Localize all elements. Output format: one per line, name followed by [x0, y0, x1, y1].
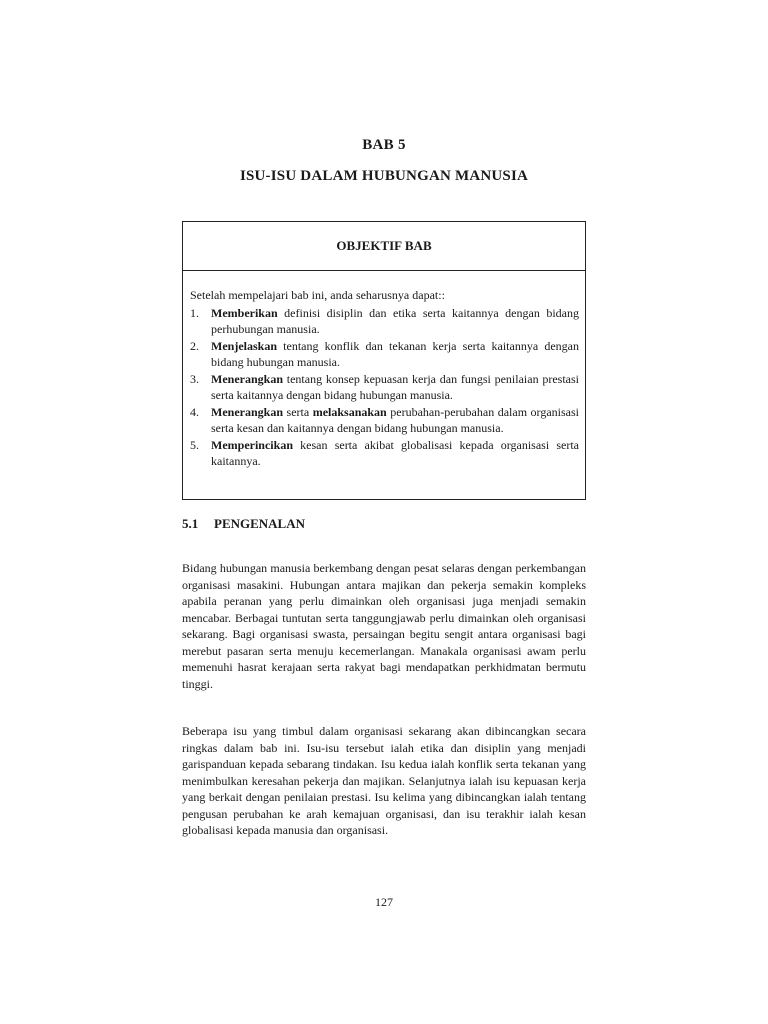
objective-number: 3.: [190, 371, 199, 386]
objective-detail: perubahan-perubahan dalam organisasi serta kesan dan kaitannya dengan bidang hubungan manusia.: [211, 404, 579, 435]
objective-detail: kesan serta akibat globalisasi kepada organisasi serta kaitannya.: [211, 437, 579, 468]
objective-number: 4.: [190, 404, 199, 419]
objectives-heading: OBJEKTIF BAB: [183, 222, 585, 271]
objectives-intro: Setelah mempelajari bab ini, anda seharusnya dapat::: [190, 288, 445, 302]
objective-item: [190, 338, 579, 371]
objective-detail: tentang konflik dan tekanan kerja serta kaitannya dengan bidang hubungan manusia.: [211, 338, 579, 369]
objective-list: [190, 305, 579, 470]
objective-item: [190, 305, 579, 338]
objective-verb: Memberikan: [211, 305, 278, 320]
objective-verb: Memperincikan: [211, 437, 293, 452]
objectives-box: [182, 221, 586, 500]
objective-number: 1.: [190, 305, 199, 320]
objective-detail: definisi disiplin dan etika serta kaitannya dengan bidang perhubungan manusia.: [211, 305, 579, 336]
objective-verb: Menjelaskan: [211, 338, 277, 353]
objective-detail: serta: [283, 404, 313, 419]
objective-verb: Menerangkan: [211, 404, 283, 419]
section-heading: [182, 516, 305, 532]
objectives-body: [183, 271, 585, 470]
section-title: PENGENALAN: [214, 516, 306, 531]
objective-text: [211, 404, 579, 437]
objective-verb: Menerangkan: [211, 371, 283, 386]
objective-item: [190, 371, 579, 404]
objective-text: [211, 338, 579, 371]
body-paragraph: Bidang hubungan manusia berkembang dengan pesat selaras dengan perkembangan organisasi masakini. Hubungan antara majikan dan pekerja semakin kompleks apabila peranan yang perlu dimainkan oleh organisasi juga menjadi semakin mencabar. Berbagai tuntutan serta tanggungjawab perlu dimainkan oleh organisasi sekarang. Bagi organisasi swasta, persaingan begitu sengit antara organisasi bagi merebut pasaran serta menuju kecemerlangan. Manakala organisasi awam perlu memenuhi hasrat kerajaan serta rakyat bagi mendapatkan perkhidmatan bermutu tinggi.: [182, 561, 586, 691]
objective-text: [211, 305, 579, 338]
page-number: 127: [375, 895, 393, 909]
objective-number: 5.: [190, 437, 199, 452]
chapter-number: BAB 5: [362, 137, 406, 153]
objective-detail: tentang konsep kepuasan kerja dan fungsi penilaian prestasi serta kaitannya dengan bidang hubungan manusia.: [211, 371, 579, 402]
objective-item: [190, 437, 579, 470]
chapter-title: ISU-ISU DALAM HUBUNGAN MANUSIA: [239, 168, 529, 184]
objective-number: 2.: [190, 338, 199, 353]
objective-text: [211, 371, 579, 404]
section-number: 5.1: [182, 516, 199, 531]
objective-text: [211, 437, 579, 470]
body-paragraph: Beberapa isu yang timbul dalam organisasi sekarang akan dibincangkan secara ringkas dalam bab ini. Isu-isu tersebut ialah etika dan disiplin yang menjadi garispanduan kepada sebarang tindakan. Isu kedua ialah konflik serta tekanan yang menimbulkan keresahan pekerja dan majikan. Selanjutnya ialah isu kepuasan kerja yang berkait dengan penilaian prestasi. Isu kelima yang dibincangkan ialah tentang pengusan perubahan ke arah kemajuan organisasi, dan isu terakhir ialah kesan globalisasi kepada manusia dan organisasi.: [182, 724, 586, 837]
objective-item: [190, 404, 579, 437]
objective-verb: melaksanakan: [312, 404, 387, 419]
